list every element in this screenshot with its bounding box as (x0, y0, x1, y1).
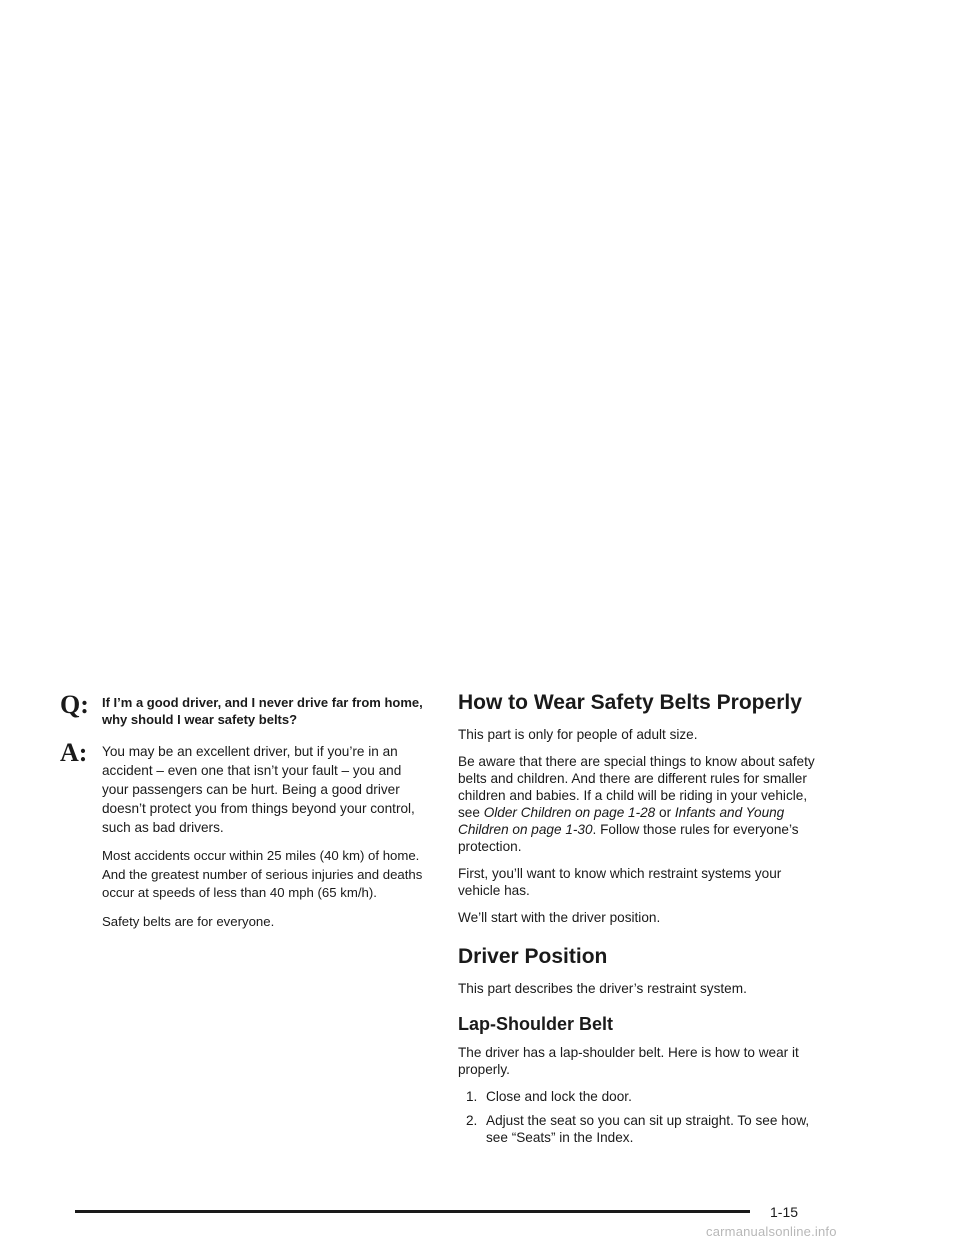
answer-marker: A: (60, 738, 88, 767)
children-rules-text-start: Be aware that there are special things to know about safety belts and children. And there are different rules for smaller children and babies. If a child will be riding in your vehicle, see (458, 754, 815, 820)
driver-start-paragraph: We’ll start with the driver position. (458, 910, 661, 925)
answer-text: You may be an excellent driver, but if you’re in an accident – even one that isn’t your fault – you and your passengers can be hurt. Being a good driver doesn’t protect you from things beyond your control, such as bad drivers. (102, 744, 415, 835)
safety-belts-for-everyone-paragraph: Safety belts are for everyone. (102, 913, 275, 929)
answer-block (60, 738, 430, 837)
question-text: If I’m a good driver, and I never drive far from home, why should I wear safety belts? (102, 695, 423, 727)
left-column (60, 690, 430, 931)
footer-rule (75, 1210, 750, 1213)
infants-young-children-link[interactable]: Infants and Young Children on page 1-30 (458, 805, 785, 837)
children-rules-paragraph (458, 753, 818, 855)
step-text: Close and lock the door. (486, 1089, 632, 1104)
watermark: carmanualsonline.info (706, 1224, 837, 1239)
step-text: Adjust the seat so you can sit up straight. To see how, see “Seats” in the Index. (486, 1113, 810, 1145)
question-marker: Q: (60, 690, 89, 719)
driver-restraint-paragraph: This part describes the driver’s restraint system. (458, 981, 747, 996)
children-rules-text-end: . Follow those rules for everyone’s protection. (458, 822, 799, 854)
lap-shoulder-intro-paragraph: The driver has a lap-shoulder belt. Here is how to wear it properly. (458, 1045, 799, 1077)
step-number: 2. (466, 1113, 478, 1128)
question-block (60, 690, 430, 728)
section-heading-how-to-wear: How to Wear Safety Belts Properly (458, 691, 802, 714)
page-number: 1-15 (770, 1204, 799, 1220)
older-children-link[interactable]: Older Children on page 1-28 (483, 805, 656, 820)
subsection-heading-lap-shoulder-belt: Lap-Shoulder Belt (458, 1014, 614, 1034)
children-rules-text-or: or (655, 805, 675, 820)
step-item (466, 1112, 818, 1146)
restraint-systems-paragraph: First, you’ll want to know which restraint systems your vehicle has. (458, 866, 782, 898)
section-heading-driver-position: Driver Position (458, 945, 608, 968)
step-number: 1. (466, 1089, 478, 1104)
right-column (458, 690, 818, 1153)
accident-statistics-paragraph: Most accidents occur within 25 miles (40 km) of home. And the greatest number of serious injuries and deaths occur at speeds of less than 40 mph (65 km/h). (102, 848, 423, 900)
step-item (466, 1088, 818, 1105)
adult-size-paragraph: This part is only for people of adult size. (458, 727, 698, 742)
